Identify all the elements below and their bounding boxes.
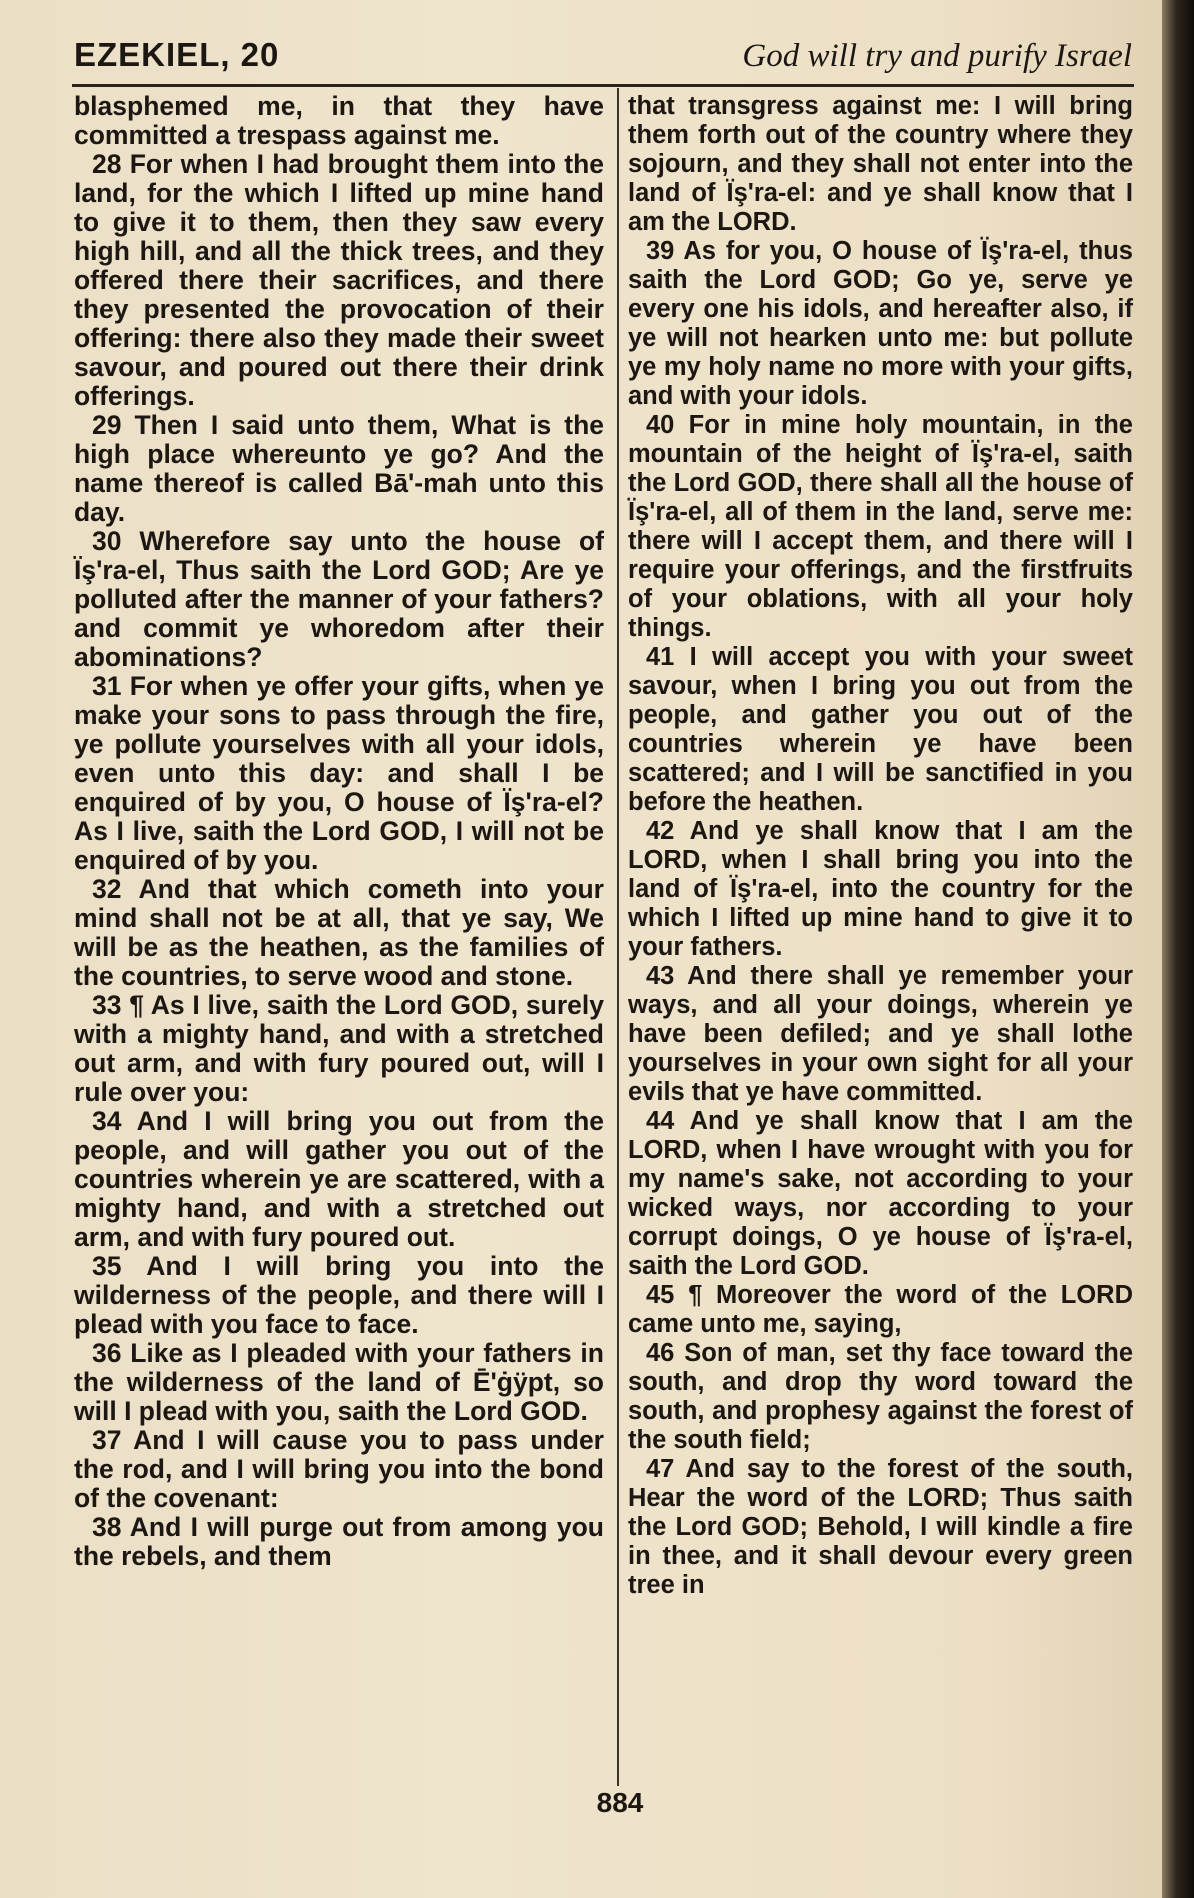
verse-46: 46 Son of man, set thy face toward the south, and drop thy word toward the south, and prophesy against the forest of the south field; <box>628 1339 1133 1454</box>
verse-38: 38 And I will purge out from among you the rebels, and them <box>74 1512 604 1571</box>
verse-47: 47 And say to the forest of the south, Hear the word of the LORD; Thus saith the Lord GOD; Behold, I will kindle a fire in thee, and it shall devour every green tree in <box>628 1455 1133 1599</box>
book-chapter-reference: EZEKIEL, 20 <box>74 36 280 73</box>
page-header <box>74 36 1132 80</box>
book-binding-shadow <box>1162 0 1194 1898</box>
verse-44: 44 And ye shall know that I am the LORD, when I have wrought with you for my name's sake, not according to your wicked ways, nor according to your corrupt doings, O ye house of Ïş'ra-el, saith the Lord GOD. <box>628 1107 1133 1280</box>
running-title: God will try and purify Israel <box>742 38 1132 74</box>
verse-32: 32 And that which cometh into your mind shall not be at all, that ye say, We will be as the heathen, as the families of the countries, to serve wood and stone. <box>74 874 604 991</box>
verse-37: 37 And I will cause you to pass under the rod, and I will bring you into the bond of the covenant: <box>74 1425 604 1513</box>
right-column <box>628 92 1133 1600</box>
verse-42: 42 And ye shall know that I am the LORD, when I shall bring you into the land of Ïş'ra-el, into the country for the which I lifted up mine hand to give it to your fathers. <box>628 817 1133 961</box>
verse-40: 40 For in mine holy mountain, in the mountain of the height of Ïş'ra-el, saith the Lord GOD, there shall all the house of Ïş'ra-el, all of them in the land, serve me: there will I accept them, and there will I require your offerings, and the firstfruits of your oblations, with all your holy things. <box>628 411 1133 642</box>
verse-36: 36 Like as I pleaded with your fathers in the wilderness of the land of Ē'ġÿpt, so will I plead with you, saith the Lord GOD. <box>74 1338 604 1426</box>
verse-continuation: blasphemed me, in that they have committed a trespass against me. <box>74 91 604 150</box>
verse-30: 30 Wherefore say unto the house of Ïş'ra-el, Thus saith the Lord GOD; Are ye polluted after the manner of your fathers? and commit ye whoredom after their abominations? <box>74 526 604 672</box>
verse-34: 34 And I will bring you out from the people, and will gather you out of the countries wherein ye are scattered, with a mighty hand, and with a stretched out arm, and with fury poured out. <box>74 1106 604 1252</box>
verse-29: 29 Then I said unto them, What is the high place whereunto ye go? And the name thereof is called Bā'-mah unto this day. <box>74 410 604 527</box>
verse-35: 35 And I will bring you into the wilderness of the people, and there will I plead with you face to face. <box>74 1251 604 1339</box>
verse-28: 28 For when I had brought them into the land, for the which I lifted up mine hand to give it to them, then they saw every high hill, and all the thick trees, and they offered there their sacrifices, and there they presented the provocation of their offering: there also they made their sweet savour, and poured out there their drink offerings. <box>74 149 604 411</box>
verse-31: 31 For when ye offer your gifts, when ye make your sons to pass through the fire, ye pollute yourselves with all your idols, even unto this day: and shall I be enquired of by you, O house of Ïş'ra-el? As I live, saith the Lord GOD, I will not be enquired of by you. <box>74 671 604 875</box>
left-column <box>74 92 604 1571</box>
verse-43: 43 And there shall ye remember your ways, and all your doings, wherein ye have been defiled; and ye shall lothe yourselves in your own sight for all your evils that ye have committed. <box>628 962 1133 1106</box>
header-rule <box>72 84 1134 87</box>
verse-41: 41 I will accept you with your sweet savour, when I bring you out from the people, and gather you out of the countries wherein ye have been scattered; and I will be sanctified in you before the heathen. <box>628 643 1133 816</box>
column-divider <box>617 88 619 1786</box>
verse-45: 45 ¶ Moreover the word of the LORD came unto me, saying, <box>628 1281 1133 1338</box>
verse-continuation: that transgress against me: I will bring them forth out of the country where they sojourn, and they shall not enter into the land of Ïş'ra-el: and ye shall know that I am the LORD. <box>628 92 1133 236</box>
page-number: 884 <box>596 1787 644 1818</box>
verse-39: 39 As for you, O house of Ïş'ra-el, thus saith the Lord GOD; Go ye, serve ye every one his idols, and hereafter also, if ye will not hearken unto me: but pollute ye my holy name no more with your gifts, and with your idols. <box>628 237 1133 410</box>
verse-33: 33 ¶ As I live, saith the Lord GOD, surely with a mighty hand, and with a stretched out arm, and with fury poured out, will I rule over you: <box>74 990 604 1107</box>
